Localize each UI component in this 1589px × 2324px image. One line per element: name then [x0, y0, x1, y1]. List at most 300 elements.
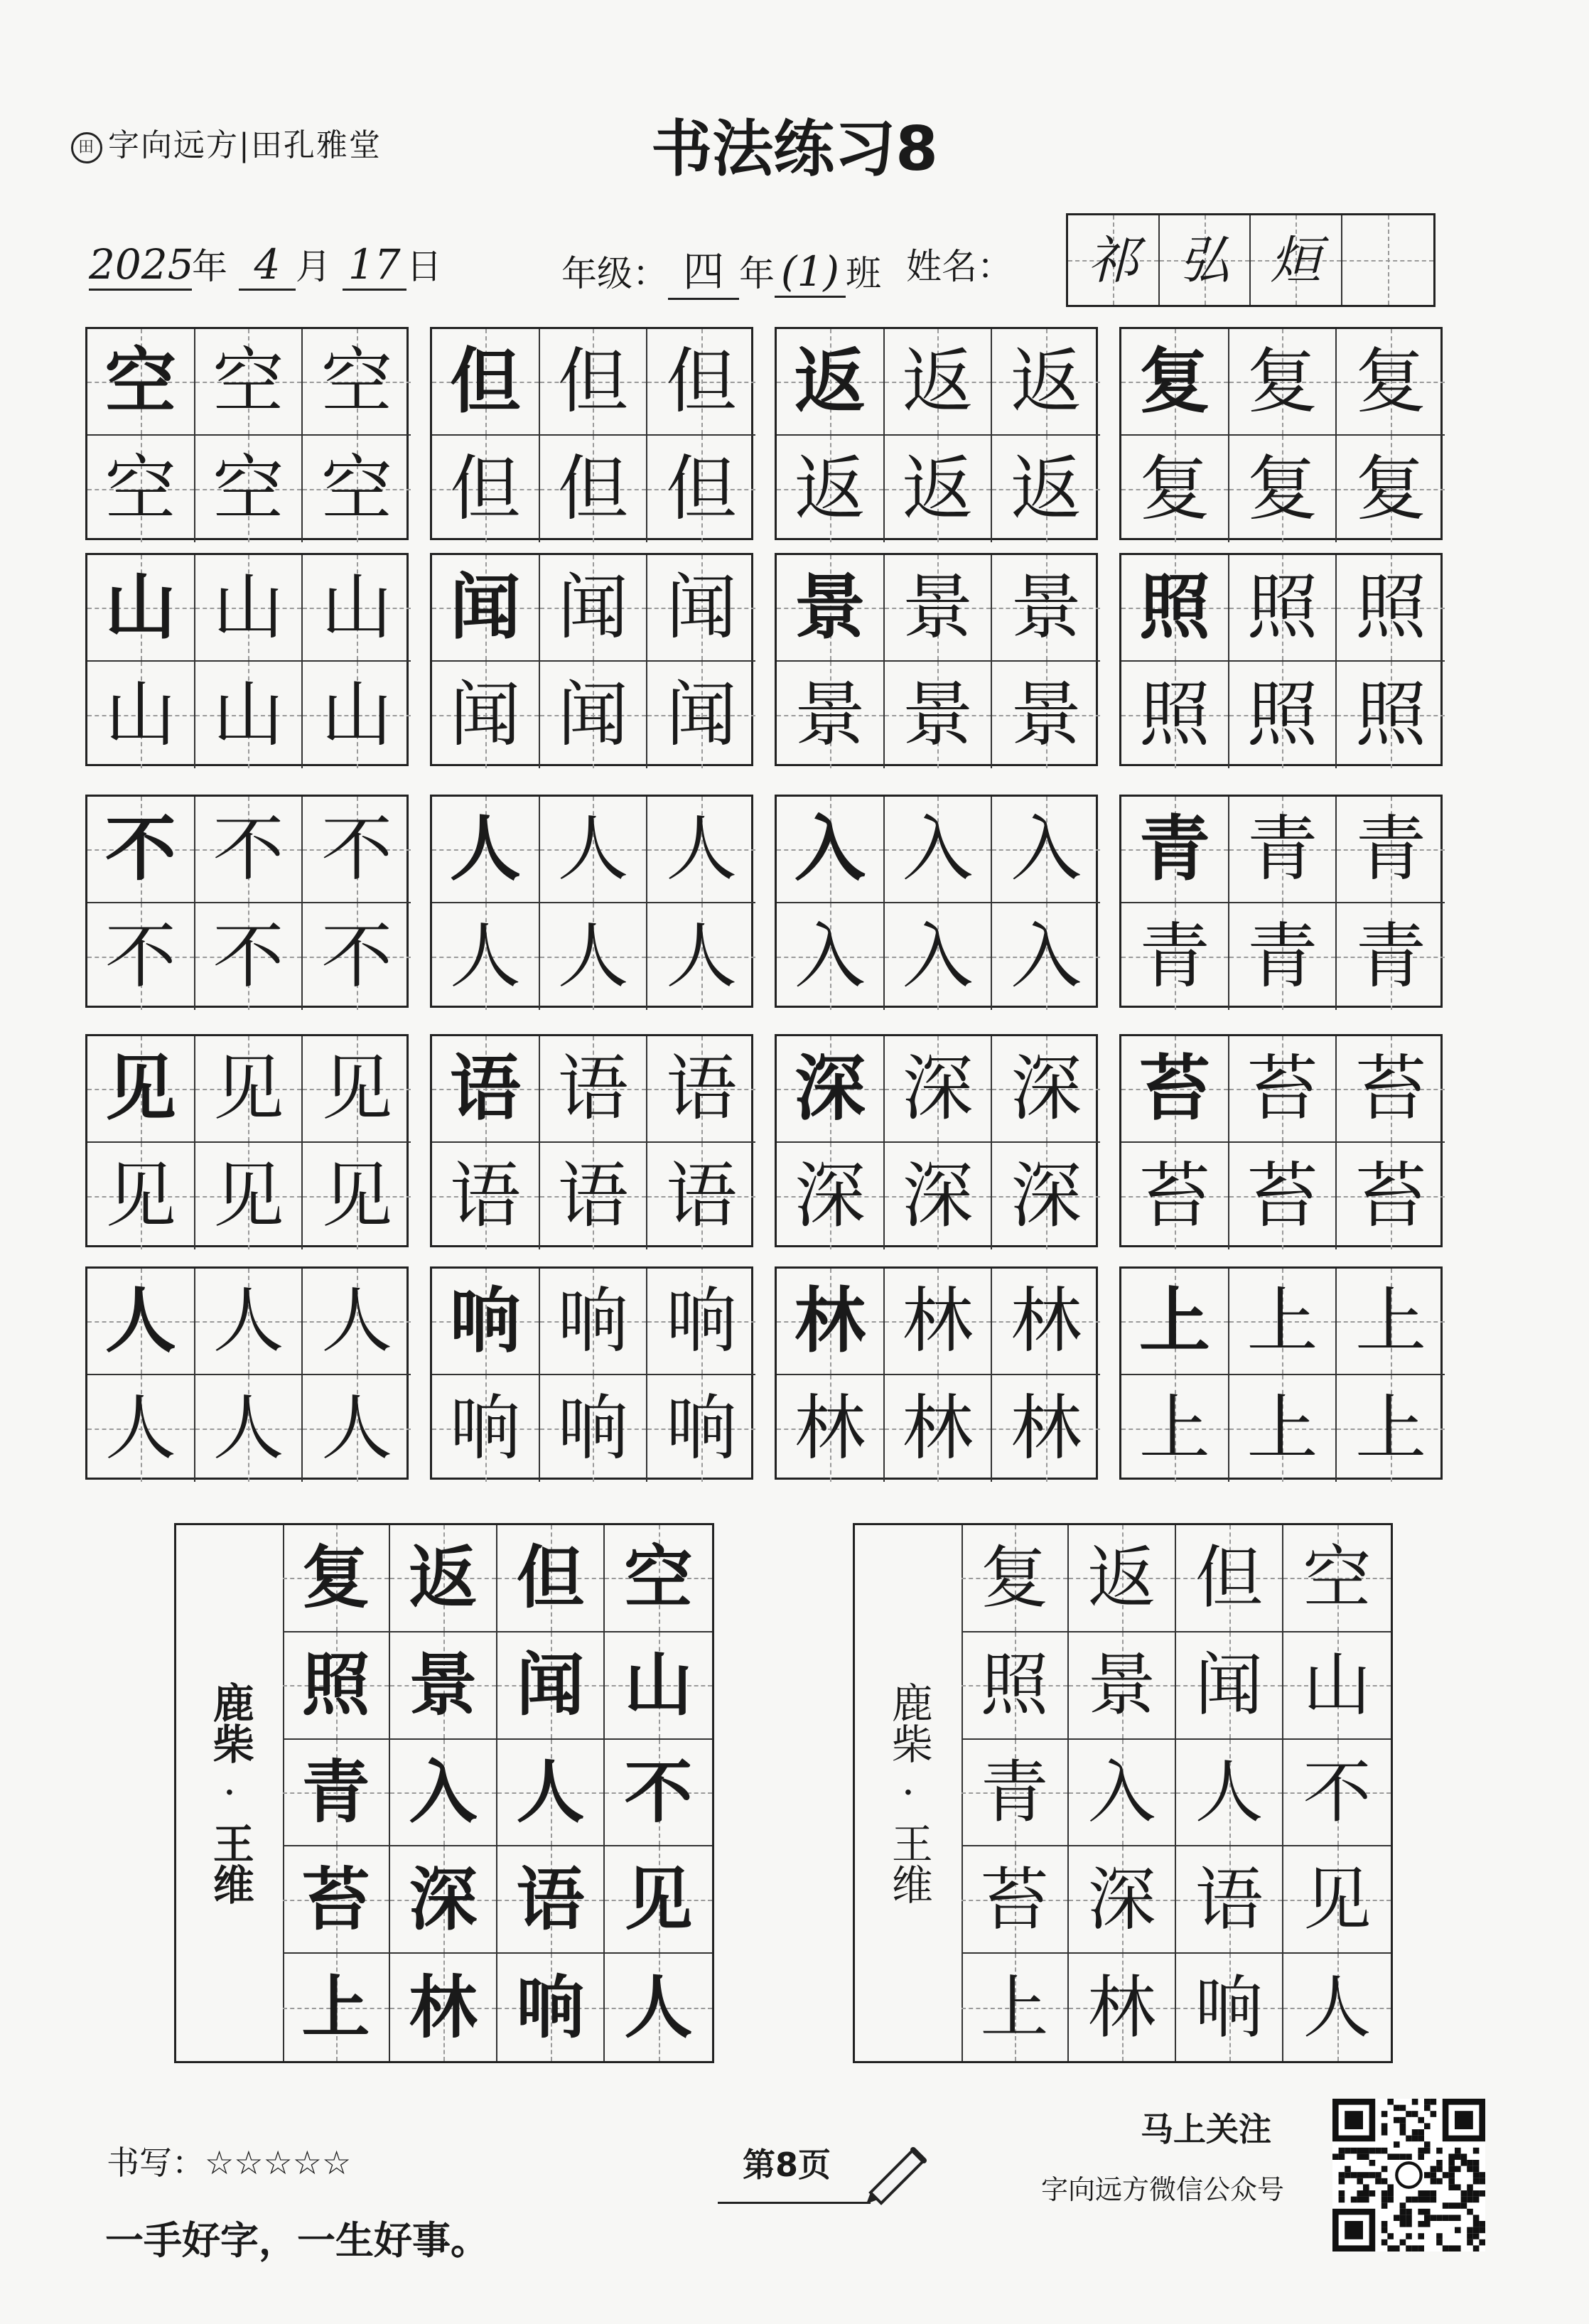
- date-month: 4: [239, 240, 296, 291]
- character: 不: [104, 915, 176, 998]
- character: 空: [321, 340, 393, 423]
- character: 上: [1246, 1279, 1318, 1362]
- grid-cell: [605, 1954, 712, 2061]
- character: 复: [1138, 340, 1210, 423]
- grid-cell: [777, 436, 885, 542]
- character: 返: [794, 340, 866, 423]
- poem-dot: ·: [901, 1768, 915, 1817]
- character: 山: [321, 673, 393, 756]
- character: 人: [1195, 1752, 1264, 1832]
- page-underline: [718, 2202, 871, 2204]
- poem-author: 王维: [205, 1822, 254, 1905]
- grid-cell: [1121, 555, 1229, 662]
- grid-cell: [1229, 555, 1337, 662]
- grid-cell: [992, 329, 1100, 436]
- character: 青: [1355, 915, 1427, 998]
- character: 不: [212, 807, 284, 891]
- grid-cell: [432, 903, 540, 1010]
- character: 但: [449, 340, 521, 423]
- grid-cell: [1337, 1269, 1445, 1375]
- poem-title-column: [176, 1525, 284, 2061]
- character: 苔: [301, 1859, 370, 1940]
- character: 山: [104, 673, 176, 756]
- grid-cell: [992, 1375, 1100, 1482]
- grid-cell: [1337, 1036, 1445, 1143]
- grid-cell: [87, 555, 195, 662]
- grid-cell: [497, 1525, 605, 1632]
- character: 语: [449, 1047, 521, 1130]
- character: 见: [212, 1047, 284, 1130]
- poem-author: 王维: [884, 1822, 933, 1905]
- grid-cell: [432, 329, 540, 436]
- character: 入: [1087, 1752, 1156, 1832]
- character: 入: [1011, 807, 1082, 891]
- grid-cell: [1121, 1269, 1229, 1375]
- character: 苔: [1355, 1154, 1427, 1237]
- character: 空: [104, 447, 176, 530]
- practice-group: [775, 327, 1098, 540]
- character: 景: [1011, 673, 1082, 756]
- character: 林: [794, 1279, 866, 1362]
- grid-cell: [647, 436, 755, 542]
- grid-cell: [303, 1036, 411, 1143]
- grid-cell: [195, 662, 303, 768]
- character: 照: [1246, 566, 1318, 649]
- grid-cell: [777, 555, 885, 662]
- grid-cell: [540, 436, 648, 542]
- grid-cell: [1069, 1740, 1176, 1847]
- character: 照: [1138, 673, 1210, 756]
- character: 林: [1087, 1967, 1156, 2048]
- grid-cell: [962, 1740, 1069, 1847]
- character: 复: [1355, 340, 1427, 423]
- grid-cell: [540, 903, 648, 1010]
- grid-cell: [1121, 1375, 1229, 1482]
- grid-cell: [432, 1269, 540, 1375]
- character: 人: [666, 807, 738, 891]
- grid-cell: [283, 1846, 390, 1954]
- character: 山: [212, 566, 284, 649]
- grid-cell: [540, 662, 648, 768]
- character: 入: [409, 1752, 478, 1832]
- grid-cell: [195, 555, 303, 662]
- grid-cell: [992, 1036, 1100, 1143]
- character: 苔: [980, 1859, 1049, 1940]
- character: 林: [902, 1279, 974, 1362]
- grid-cell: [885, 436, 993, 542]
- practice-group: [430, 1266, 753, 1480]
- wechat-text: 字向远方微信公众号: [1041, 2174, 1285, 2205]
- grid-cell: [647, 903, 755, 1010]
- character: 闻: [1195, 1645, 1264, 1726]
- character: 入: [1011, 915, 1082, 998]
- character: 不: [104, 807, 176, 891]
- character: 闻: [557, 673, 629, 756]
- character: 语: [666, 1047, 738, 1130]
- character: 返: [409, 1538, 478, 1618]
- character: 深: [1087, 1859, 1156, 1940]
- grid-cell: [777, 1269, 885, 1375]
- grid-cell: [1337, 1375, 1445, 1482]
- character: 青: [1138, 807, 1210, 891]
- grid-cell: [497, 1954, 605, 2061]
- class-value: (1): [775, 247, 846, 298]
- character: 照: [301, 1645, 370, 1726]
- grid-cell: [303, 1143, 411, 1249]
- practice-group: [1119, 1266, 1443, 1480]
- grid-cell: [87, 903, 195, 1010]
- grid-cell: [87, 1269, 195, 1375]
- character: 语: [516, 1859, 585, 1940]
- character: 复: [1138, 447, 1210, 530]
- character: 景: [902, 566, 974, 649]
- grid-cell: [647, 1143, 755, 1249]
- grid-cell: [303, 436, 411, 542]
- grid-cell: [303, 1375, 411, 1482]
- grid-cell: [1176, 1632, 1283, 1740]
- grid-cell: [87, 329, 195, 436]
- character: 返: [1011, 340, 1082, 423]
- character: 空: [212, 340, 284, 423]
- grid-cell: [962, 1954, 1069, 2061]
- grid-cell: [777, 1143, 885, 1249]
- grid-cell: [303, 797, 411, 903]
- class-unit: 班: [846, 253, 881, 294]
- grid-cell: [1337, 903, 1445, 1010]
- grid-cell: [540, 1269, 648, 1375]
- grid-cell: [432, 1375, 540, 1482]
- grid-cell: [992, 436, 1100, 542]
- grid-cell: [432, 436, 540, 542]
- grid-cell: [540, 797, 648, 903]
- character: 空: [624, 1538, 693, 1618]
- seal-icon: 田: [71, 132, 102, 163]
- practice-group: [85, 795, 409, 1008]
- character: 景: [409, 1645, 478, 1726]
- grid-cell: [1176, 1740, 1283, 1847]
- grid-cell: [87, 436, 195, 542]
- character: 复: [1246, 447, 1318, 530]
- grid-cell: [540, 1143, 648, 1249]
- character: 上: [1138, 1387, 1210, 1470]
- grid-cell: [283, 1740, 390, 1847]
- character: 山: [212, 673, 284, 756]
- character: 深: [902, 1154, 974, 1237]
- character: 见: [1303, 1859, 1372, 1940]
- character: 返: [794, 447, 866, 530]
- character: 林: [409, 1967, 478, 2048]
- grid-cell: [497, 1632, 605, 1740]
- character: 林: [1011, 1279, 1082, 1362]
- character: 照: [1246, 673, 1318, 756]
- grid-cell: [885, 662, 993, 768]
- rating-stars[interactable]: ☆☆☆☆☆: [205, 2143, 352, 2182]
- practice-group: [1119, 1034, 1443, 1247]
- character: 山: [1303, 1645, 1372, 1726]
- grid-cell: [283, 1525, 390, 1632]
- grid-cell: [1229, 1375, 1337, 1482]
- character: 见: [321, 1047, 393, 1130]
- character: 上: [980, 1967, 1049, 2048]
- grid-cell: [1121, 797, 1229, 903]
- grid-cell: [885, 797, 993, 903]
- grid-cell: [1121, 903, 1229, 1010]
- slogan: 一手好字，一生好事。: [105, 2218, 489, 2263]
- date-day: 17: [343, 240, 406, 291]
- grid-cell: [605, 1632, 712, 1740]
- grid-cell: [1337, 436, 1445, 542]
- character: 响: [516, 1967, 585, 2048]
- grid-cell: [87, 662, 195, 768]
- poem-title: 鹿柴: [205, 1682, 254, 1765]
- character: 景: [1011, 566, 1082, 649]
- character: 但: [516, 1538, 585, 1618]
- character: 返: [1011, 447, 1082, 530]
- grid-cell: [777, 329, 885, 436]
- grid-cell: [1160, 215, 1251, 305]
- grid-cell: [195, 436, 303, 542]
- character: 但: [666, 340, 738, 423]
- grid-cell: [777, 797, 885, 903]
- character: 林: [1011, 1387, 1082, 1470]
- character: 入: [794, 915, 866, 998]
- grid-cell: [885, 1143, 993, 1249]
- character: 苔: [1138, 1047, 1210, 1130]
- day-label: 日: [406, 246, 442, 287]
- character: 人: [321, 1279, 393, 1362]
- character: 复: [980, 1538, 1049, 1618]
- grid-cell: [992, 1269, 1100, 1375]
- grid-cell: [1229, 1036, 1337, 1143]
- character: 不: [321, 915, 393, 998]
- practice-group: [1119, 795, 1443, 1008]
- character: 青: [1355, 807, 1427, 891]
- grid-cell: [1229, 1143, 1337, 1249]
- character: 烜: [1270, 230, 1322, 290]
- character: 青: [1138, 915, 1210, 998]
- pen-icon: [863, 2143, 934, 2207]
- grid-cell: [962, 1525, 1069, 1632]
- grid-cell: [777, 662, 885, 768]
- character: 深: [902, 1047, 974, 1130]
- character: 见: [104, 1154, 176, 1237]
- character: 空: [104, 340, 176, 423]
- month-label: 月: [295, 246, 331, 287]
- grid-cell: [1251, 215, 1342, 305]
- character: 人: [1303, 1967, 1372, 2048]
- grid-cell: [1283, 1525, 1391, 1632]
- grid-cell: [777, 1375, 885, 1482]
- grid-cell: [432, 797, 540, 903]
- character: 语: [1195, 1859, 1264, 1940]
- grid-cell: [1121, 436, 1229, 542]
- character: 照: [1355, 673, 1427, 756]
- character: 苔: [1138, 1154, 1210, 1237]
- character: 语: [557, 1047, 629, 1130]
- grid-cell: [1229, 662, 1337, 768]
- character: 苔: [1246, 1047, 1318, 1130]
- grade-label: 年级：: [561, 253, 668, 294]
- grid-cell: [777, 903, 885, 1010]
- follow-text: 马上关注: [1141, 2110, 1271, 2148]
- poem-dot: ·: [222, 1768, 237, 1817]
- character: 响: [449, 1279, 521, 1362]
- grid-cell: [647, 662, 755, 768]
- character: 山: [104, 566, 176, 649]
- grid-cell: [390, 1525, 497, 1632]
- grid-cell: [605, 1740, 712, 1847]
- character: 返: [902, 447, 974, 530]
- grid-cell: [1337, 797, 1445, 903]
- character: 响: [557, 1279, 629, 1362]
- character: 但: [1195, 1538, 1264, 1618]
- grid-cell: [87, 1375, 195, 1482]
- grid-cell: [992, 662, 1100, 768]
- character: 林: [794, 1387, 866, 1470]
- character: 但: [557, 447, 629, 530]
- brand-text: 字向远方|田孔雅堂: [108, 127, 382, 163]
- character: 林: [902, 1387, 974, 1470]
- character: 景: [794, 673, 866, 756]
- character: 上: [301, 1967, 370, 2048]
- practice-group: [775, 1266, 1098, 1480]
- practice-group: [85, 327, 409, 540]
- character: 但: [666, 447, 738, 530]
- character: 上: [1138, 1279, 1210, 1362]
- date-year: 2025: [89, 240, 192, 291]
- grid-cell: [647, 1036, 755, 1143]
- year-label: 年: [192, 246, 227, 287]
- practice-group: [775, 1034, 1098, 1247]
- grid-cell: [432, 662, 540, 768]
- grid-cell: [777, 1036, 885, 1143]
- grid-cell: [1121, 329, 1229, 436]
- character: 上: [1355, 1279, 1427, 1362]
- grid-cell: [1176, 1846, 1283, 1954]
- character: 人: [212, 1387, 284, 1470]
- character: 见: [104, 1047, 176, 1130]
- character: 苔: [1246, 1154, 1318, 1237]
- grid-cell: [432, 555, 540, 662]
- character: 人: [104, 1387, 176, 1470]
- character: 青: [301, 1752, 370, 1832]
- character: 空: [321, 447, 393, 530]
- grid-cell: [195, 1143, 303, 1249]
- grid-cell: [885, 1375, 993, 1482]
- character: 复: [1246, 340, 1318, 423]
- grid-cell: [1121, 1143, 1229, 1249]
- grid-cell: [1069, 1632, 1176, 1740]
- character: 不: [212, 915, 284, 998]
- grid-cell: [885, 555, 993, 662]
- grid-cell: [303, 662, 411, 768]
- practice-group: [430, 553, 753, 766]
- grid-cell: [195, 1036, 303, 1143]
- character: 语: [557, 1154, 629, 1237]
- character: 空: [212, 447, 284, 530]
- grid-cell: [1121, 1036, 1229, 1143]
- grid-cell: [1229, 797, 1337, 903]
- character: 响: [1195, 1967, 1264, 2048]
- grid-cell: [992, 903, 1100, 1010]
- grid-cell: [605, 1525, 712, 1632]
- grid-cell: [992, 797, 1100, 903]
- grid-cell: [647, 797, 755, 903]
- grid-cell: [1337, 329, 1445, 436]
- grid-cell: [303, 329, 411, 436]
- character: 人: [321, 1387, 393, 1470]
- poem-title-column: [855, 1525, 963, 2061]
- grid-cell: [992, 1143, 1100, 1249]
- grid-cell: [605, 1846, 712, 1954]
- character: 景: [902, 673, 974, 756]
- date-line: [89, 238, 442, 291]
- grid-cell: [390, 1740, 497, 1847]
- rating: [107, 2137, 351, 2184]
- grid-cell: [87, 1036, 195, 1143]
- grid-cell: [1342, 215, 1434, 305]
- practice-group: [775, 795, 1098, 1008]
- practice-group: [775, 553, 1098, 766]
- grid-cell: [303, 555, 411, 662]
- character: 人: [516, 1752, 585, 1832]
- character: 山: [624, 1645, 693, 1726]
- character: 照: [980, 1645, 1049, 1726]
- character: 深: [409, 1859, 478, 1940]
- grid-cell: [87, 1143, 195, 1249]
- name-label: 姓名：: [906, 246, 1013, 287]
- page-title: 书法练习8: [651, 114, 938, 185]
- grid-cell: [390, 1954, 497, 2061]
- practice-group: [1119, 327, 1443, 540]
- practice-group: [1119, 553, 1443, 766]
- grade-value: 四: [668, 238, 739, 300]
- grid-cell: [647, 1269, 755, 1375]
- character: 深: [794, 1047, 866, 1130]
- grid-cell: [962, 1846, 1069, 1954]
- character: 见: [624, 1859, 693, 1940]
- grid-cell: [885, 1269, 993, 1375]
- qr-code-icon[interactable]: [1332, 2099, 1485, 2252]
- character: 青: [1246, 807, 1318, 891]
- grid-cell: [303, 1269, 411, 1375]
- character: 上: [1246, 1387, 1318, 1470]
- character: 照: [1138, 566, 1210, 649]
- character: 青: [1246, 915, 1318, 998]
- grid-cell: [885, 329, 993, 436]
- character: 闻: [516, 1645, 585, 1726]
- character: 景: [1087, 1645, 1156, 1726]
- grade-unit: 年: [739, 253, 775, 294]
- practice-group: [430, 1034, 753, 1247]
- character: 返: [902, 340, 974, 423]
- character: 不: [624, 1752, 693, 1832]
- grade-line: [561, 238, 881, 300]
- grid-cell: [195, 329, 303, 436]
- page-number: 第8页: [743, 2146, 831, 2184]
- character: 人: [557, 807, 629, 891]
- character: 闻: [557, 566, 629, 649]
- character: 入: [902, 915, 974, 998]
- character: 响: [449, 1387, 521, 1470]
- grid-cell: [390, 1846, 497, 1954]
- grid-cell: [540, 1036, 648, 1143]
- poem-title: 鹿柴: [884, 1682, 933, 1765]
- name-box: [1066, 213, 1436, 307]
- character: 苔: [1355, 1047, 1427, 1130]
- grid-cell: [540, 1375, 648, 1482]
- character: 入: [794, 807, 866, 891]
